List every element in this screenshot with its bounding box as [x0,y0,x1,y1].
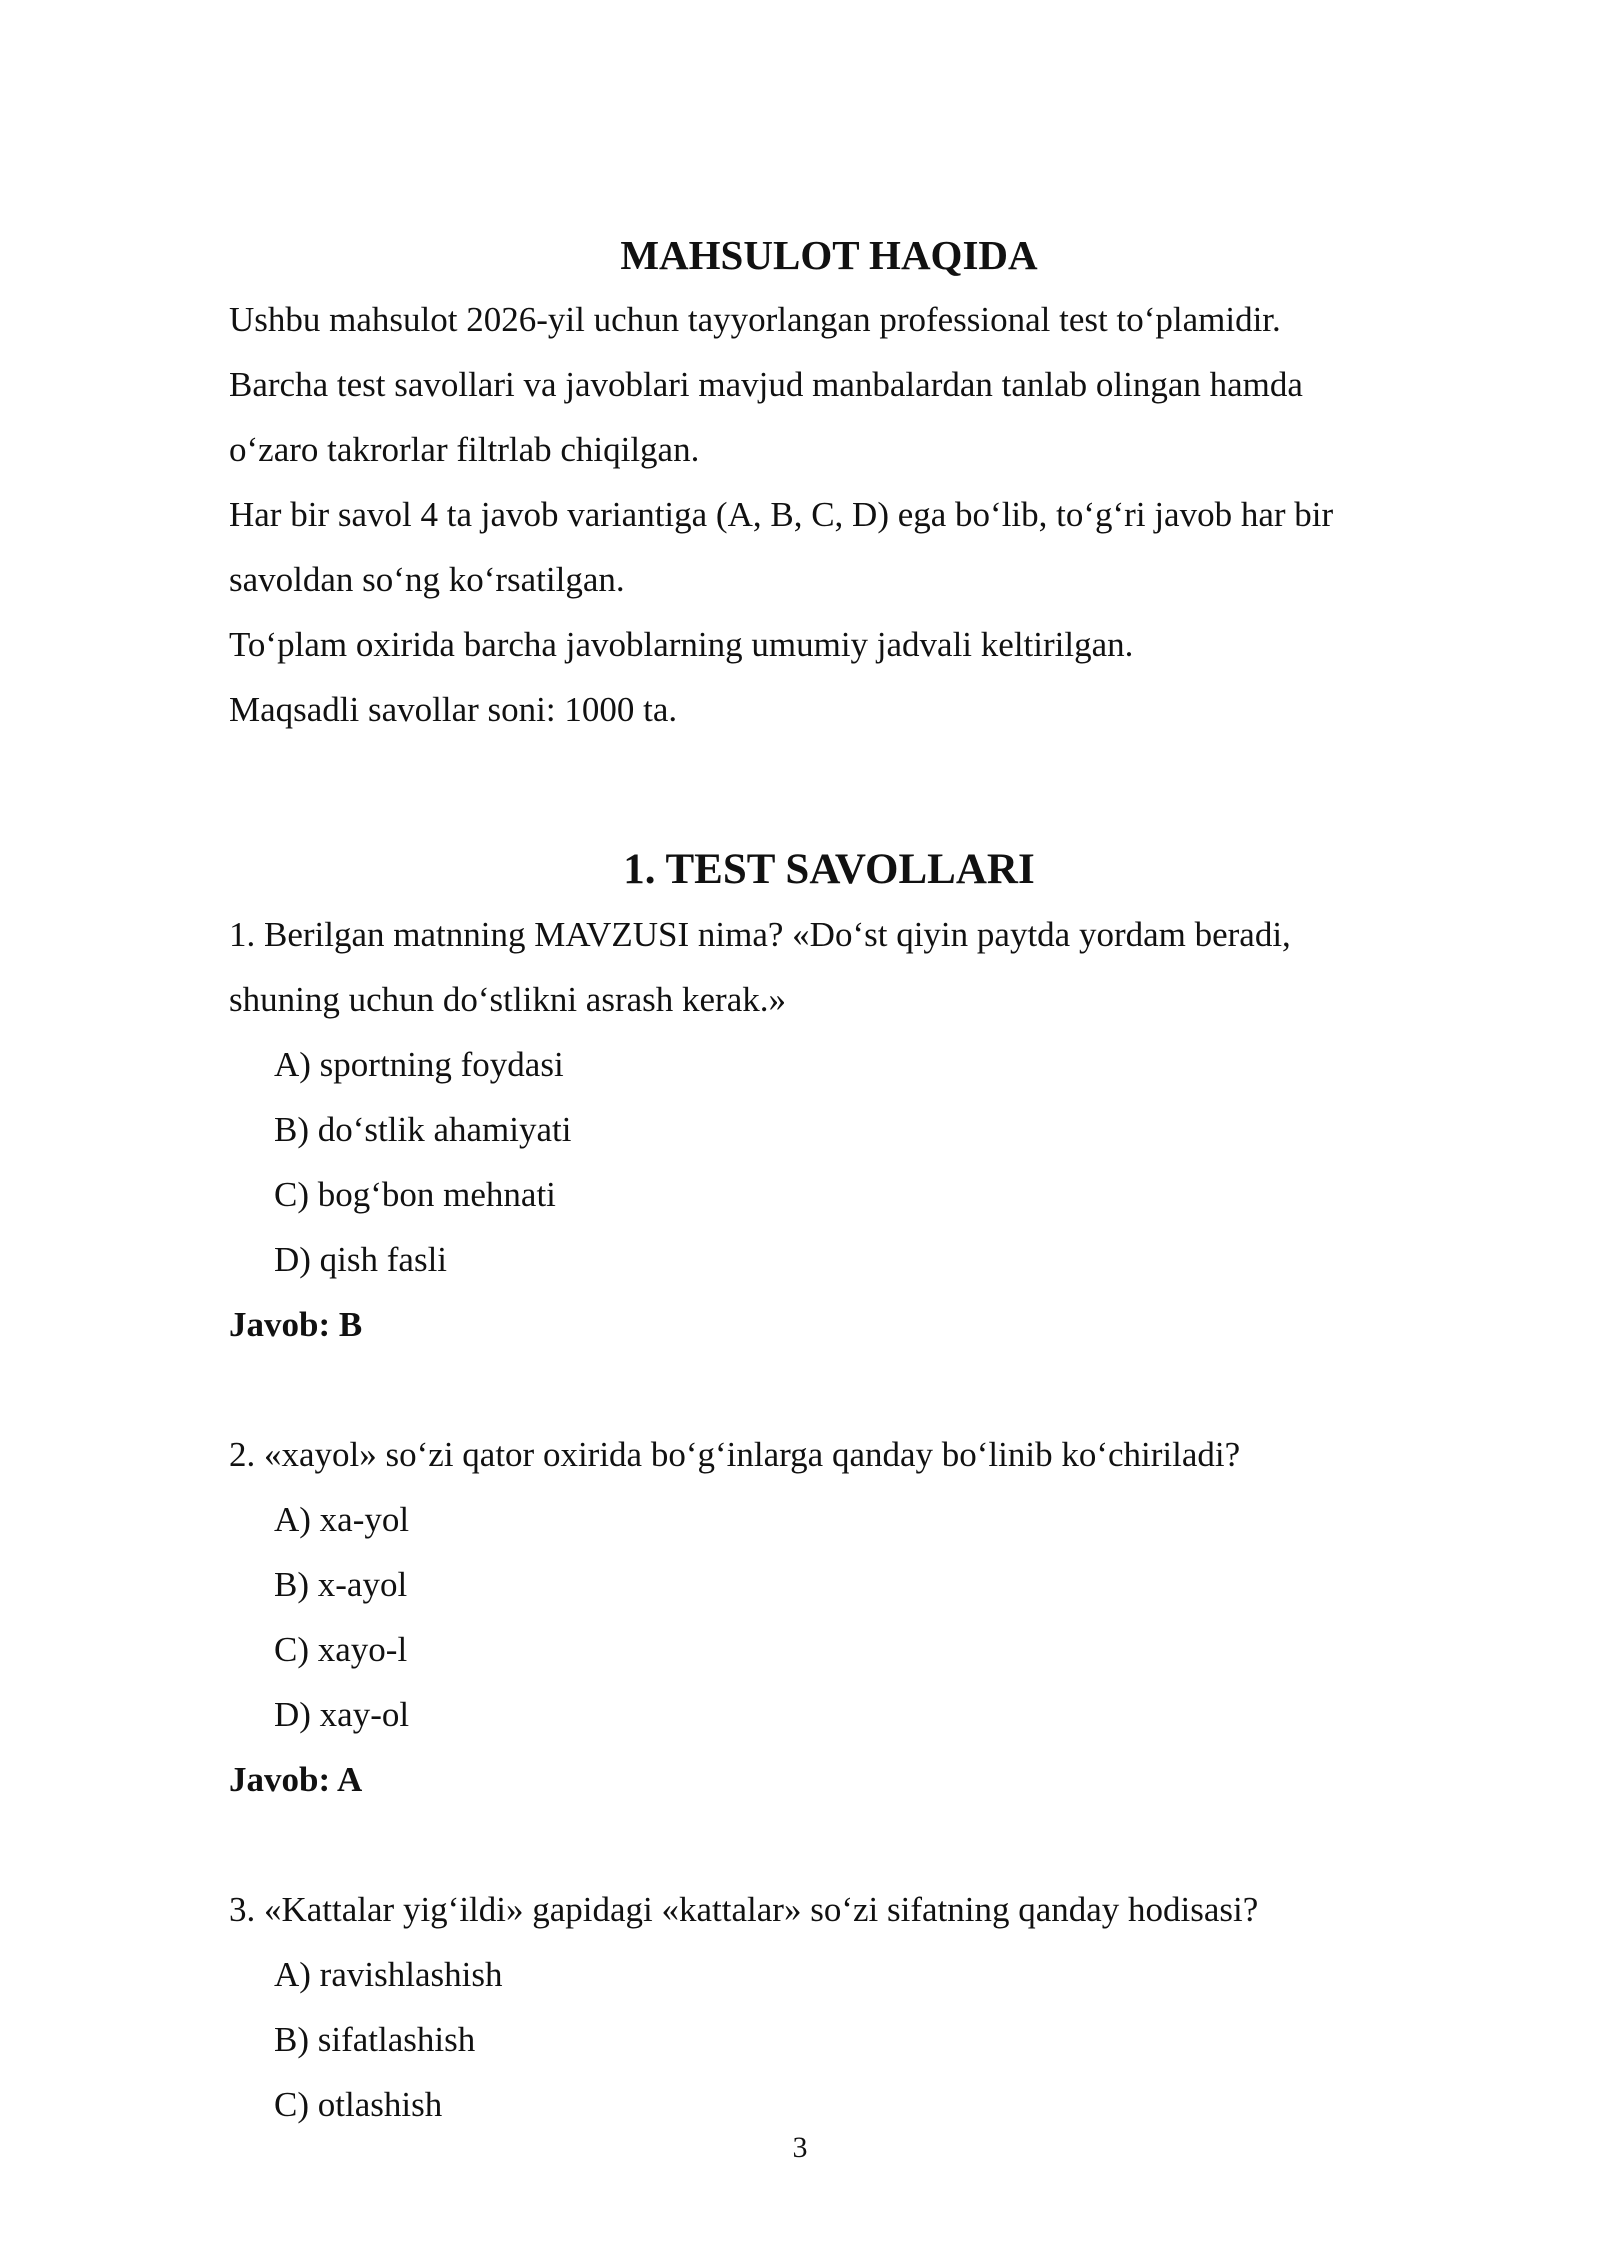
document-page [229,225,1429,2137]
about-heading: MAHSULOT HAQIDA [620,232,1038,278]
option-c: C) otlashish [274,2085,443,2124]
option-a: A) sportning foydasi [274,1045,564,1084]
about-line: Ushbu mahsulot 2026-yil uchun tayyorlangan professional test to‘plamidir. [229,300,1281,339]
tests-heading: 1. TEST SAVOLLARI [623,846,1035,893]
question-text: 3. «Kattalar yig‘ildi» gapidagi «kattalar» so‘zi sifatning qanday hodisasi? [229,1890,1259,1929]
option-a: A) ravishlashish [274,1955,503,1994]
about-line: Barcha test savollari va javoblari mavjud manbalardan tanlab olingan hamda [229,365,1303,404]
option-d: D) qish fasli [274,1240,448,1279]
question-2 [229,1422,1429,1812]
about-line: Maqsadli savollar soni: 1000 ta. [229,690,678,729]
page-number: 3 [792,2131,808,2164]
option-d: D) xay-ol [274,1695,410,1734]
option-b: B) do‘stlik ahamiyati [274,1110,572,1149]
option-b: B) sifatlashish [274,2020,476,2059]
question-3 [229,1877,1429,2137]
option-c: C) bog‘bon mehnati [274,1175,556,1214]
option-c: C) xayo-l [274,1630,408,1669]
about-paragraph [229,287,1429,742]
about-line: savoldan so‘ng ko‘rsatilgan. [229,560,625,599]
about-line: To‘plam oxirida barcha javoblarning umumiy jadvali keltirilgan. [229,625,1134,664]
about-line: Har bir savol 4 ta javob variantiga (A, B, C, D) ega bo‘lib, to‘g‘ri javob har bir [229,495,1334,534]
question-text: 2. «xayol» so‘zi qator oxirida bo‘g‘inlarga qanday bo‘linib ko‘chiriladi? [229,1435,1241,1474]
about-line: o‘zaro takrorlar filtrlab chiqilgan. [229,430,700,469]
question-text: 1. Berilgan matnning MAVZUSI nima? «Do‘st qiyin paytda yordam beradi, [229,915,1291,954]
question-1 [229,902,1429,1357]
question-text: shuning uchun do‘stlikni asrash kerak.» [229,980,786,1019]
option-b: B) x-ayol [274,1565,408,1604]
answer-label: Javob: A [229,1760,363,1799]
answer-label: Javob: B [229,1305,363,1344]
option-a: A) xa-yol [274,1500,410,1539]
